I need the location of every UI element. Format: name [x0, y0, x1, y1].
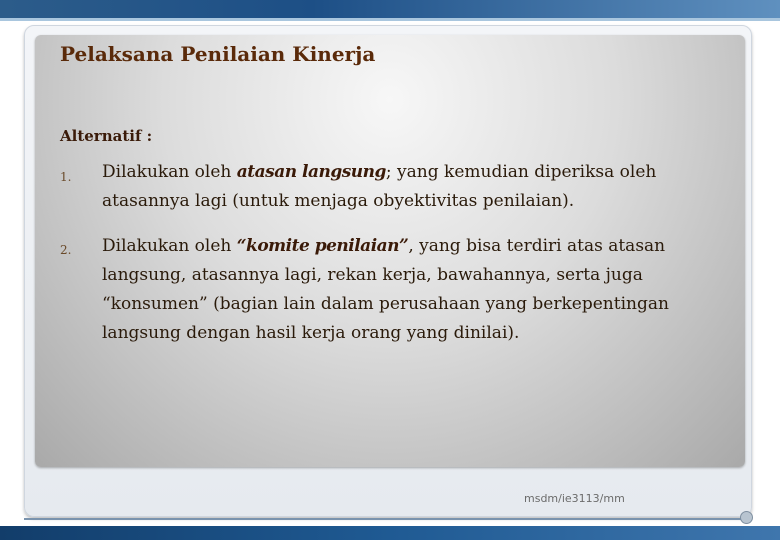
top-decorative-bar [0, 0, 780, 18]
slide-title: Pelaksana Penilaian Kinerja [60, 42, 376, 66]
list-item-text: , yang bisa terdiri atas atasan langsung, atasannya lagi, rekan kerja, bawahannya, serta juga “konsumen” (bagian lain dalam perusahaan yang berkepentingan langsung dengan hasil kerja orang yang dinilai). [102, 236, 669, 343]
list-item-emphasis: atasan langsung [236, 162, 386, 182]
list-item-text: ; yang kemudian diperiksa oleh atasannya lagi (untuk menjaga obyektivitas penilaian). [102, 162, 657, 211]
bottom-circle-ornament [740, 511, 753, 524]
list-item-text: Dilakukan oleh [102, 162, 237, 182]
list-item-emphasis: “komite penilaian” [236, 236, 409, 256]
slide-subtitle: Alternatif : [60, 127, 153, 145]
slide-footer: msdm/ie3113/mm [524, 492, 625, 505]
top-accent-line [0, 18, 780, 21]
bottom-decorative-bar [0, 526, 780, 540]
list-item [102, 158, 692, 216]
list-item-number: 2. [60, 243, 72, 257]
list-item [102, 232, 692, 348]
list-item-text: Dilakukan oleh [102, 236, 237, 256]
list-item-number: 1. [60, 170, 72, 184]
bottom-divider [24, 518, 752, 520]
